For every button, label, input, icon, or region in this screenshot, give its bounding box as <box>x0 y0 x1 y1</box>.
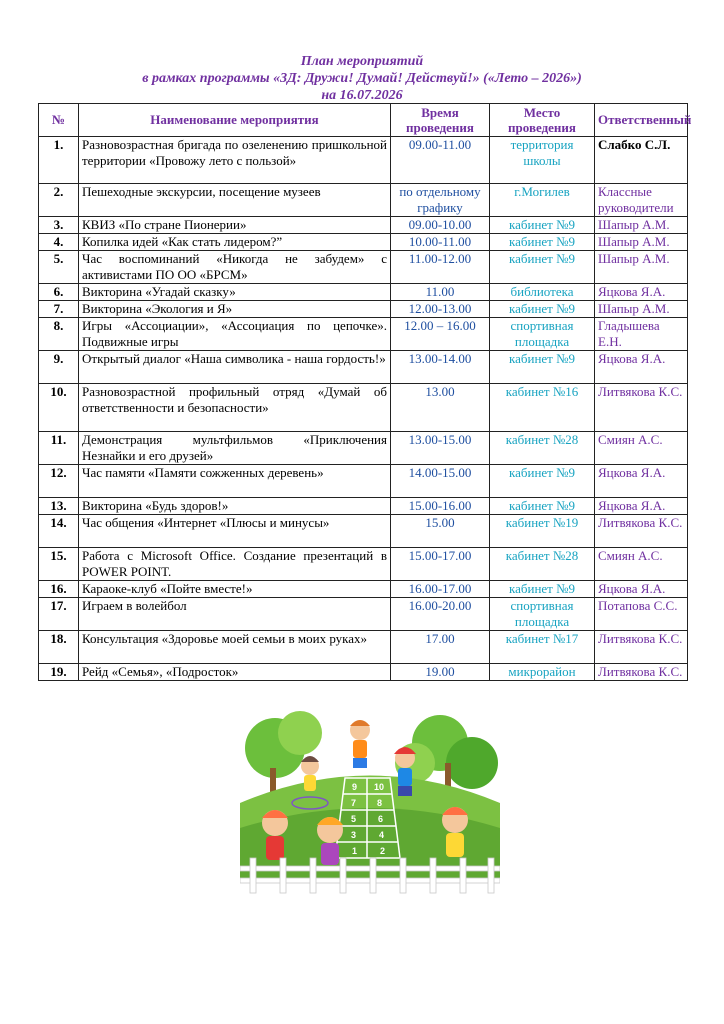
event-name: Консультация «Здоровье моей семьи в моих руках» <box>79 631 391 664</box>
row-number: 17. <box>39 598 79 631</box>
event-time: 13.00-14.00 <box>391 351 490 384</box>
event-time: по отдельному графику <box>391 184 490 217</box>
event-responsible: Смиян А.С. <box>595 432 688 465</box>
event-time: 09.00-10.00 <box>391 217 490 234</box>
event-place: кабинет №9 <box>490 234 595 251</box>
page-title <box>0 53 724 104</box>
event-time: 11.00 <box>391 284 490 301</box>
title-line-2: в рамках программы «3Д: Дружи! Думай! Действуй!» («Лето – 2026») <box>142 71 582 86</box>
hopscotch-number: 5 <box>351 814 357 824</box>
event-place: библиотека <box>490 284 595 301</box>
row-number: 19. <box>39 664 79 681</box>
event-name: Разновозрастная бригада по озеленению пришкольной территории «Провожу лето с пользой» <box>79 137 391 184</box>
event-name: Викторина «Угадай сказку» <box>79 284 391 301</box>
title-line-1: План мероприятий <box>300 54 424 69</box>
event-name: Игры «Ассоциации», «Ассоциация по цепочке». Подвижные игры <box>79 318 391 351</box>
event-responsible: Яцкова Я.А. <box>595 284 688 301</box>
table-row <box>39 301 688 318</box>
event-time: 13.00 <box>391 384 490 432</box>
table-row <box>39 598 688 631</box>
event-responsible: Смиян А.С. <box>595 548 688 581</box>
row-number: 11. <box>39 432 79 465</box>
event-name: Викторина «Экология и Я» <box>79 301 391 318</box>
event-responsible: Шапыр А.М. <box>595 234 688 251</box>
row-number: 6. <box>39 284 79 301</box>
event-place: кабинет №28 <box>490 548 595 581</box>
events-table <box>38 103 692 681</box>
event-time: 15.00 <box>391 515 490 548</box>
event-responsible: Литвякова К.С. <box>595 384 688 432</box>
row-number: 3. <box>39 217 79 234</box>
event-time: 15.00-17.00 <box>391 548 490 581</box>
event-responsible: Литвякова К.С. <box>595 664 688 681</box>
table-header-row <box>39 104 688 137</box>
column-header-event-name: Наименование мероприятия <box>79 104 391 137</box>
table-row <box>39 251 688 284</box>
event-responsible: Яцкова Я.А. <box>595 351 688 384</box>
table-row <box>39 548 688 581</box>
event-time: 16.00-17.00 <box>391 581 490 598</box>
table-row <box>39 137 688 184</box>
event-time: 11.00-12.00 <box>391 251 490 284</box>
event-name: Пешеходные экскурсии, посещение музеев <box>79 184 391 217</box>
event-place: территория школы <box>490 137 595 184</box>
table-row <box>39 498 688 515</box>
event-name: Разновозрастной профильный отряд «Думай об ответственности и безопасности» <box>79 384 391 432</box>
row-number: 14. <box>39 515 79 548</box>
event-place: кабинет №28 <box>490 432 595 465</box>
event-time: 17.00 <box>391 631 490 664</box>
table-row <box>39 384 688 432</box>
event-name: Демонстрация мультфильмов «Приключения Незнайки и его друзей» <box>79 432 391 465</box>
event-place: кабинет №17 <box>490 631 595 664</box>
event-responsible: Шапыр А.М. <box>595 251 688 284</box>
child-figure <box>350 720 370 768</box>
event-place: спортивная площадка <box>490 598 595 631</box>
event-name: КВИЗ «По стране Пионерии» <box>79 217 391 234</box>
row-number: 16. <box>39 581 79 598</box>
hopscotch-number: 7 <box>351 798 357 808</box>
children-playing-illustration <box>240 708 500 898</box>
event-responsible: Яцкова Я.А. <box>595 498 688 515</box>
event-responsible: Яцкова Я.А. <box>595 581 688 598</box>
table-row <box>39 432 688 465</box>
row-number: 15. <box>39 548 79 581</box>
hopscotch-number: 9 <box>352 782 358 792</box>
column-header-responsible: Ответственный <box>595 104 688 137</box>
table-row <box>39 515 688 548</box>
event-time: 15.00-16.00 <box>391 498 490 515</box>
event-place: г.Могилев <box>490 184 595 217</box>
event-name: Открытый диалог «Наша символика - наша гордость!» <box>79 351 391 384</box>
hopscotch-number: 1 <box>352 846 358 856</box>
hopscotch-number: 6 <box>378 814 384 824</box>
table-row <box>39 217 688 234</box>
table-row <box>39 465 688 498</box>
row-number: 1. <box>39 137 79 184</box>
table-row <box>39 351 688 384</box>
event-responsible: Яцкова Я.А. <box>595 465 688 498</box>
event-responsible: Литвякова К.С. <box>595 515 688 548</box>
hopscotch-number: 2 <box>380 846 386 856</box>
event-responsible: Шапыр А.М. <box>595 301 688 318</box>
title-line-3: на 16.07.2026 <box>321 88 403 103</box>
event-place: кабинет №9 <box>490 465 595 498</box>
table-row <box>39 664 688 681</box>
event-place: кабинет №9 <box>490 251 595 284</box>
event-name: Час памяти «Памяти сожженных деревень» <box>79 465 391 498</box>
column-header-number: № <box>39 104 79 137</box>
row-number: 2. <box>39 184 79 217</box>
table-row <box>39 284 688 301</box>
table-row <box>39 234 688 251</box>
event-name: Караоке-клуб «Пойте вместе!» <box>79 581 391 598</box>
event-responsible: Гладышева Е.Н. <box>595 318 688 351</box>
event-place: кабинет №9 <box>490 217 595 234</box>
event-place: микрорайон <box>490 664 595 681</box>
table-row <box>39 631 688 664</box>
event-place: кабинет №9 <box>490 498 595 515</box>
event-place: кабинет №9 <box>490 351 595 384</box>
event-name: Час общения «Интернет «Плюсы и минусы» <box>79 515 391 548</box>
row-number: 12. <box>39 465 79 498</box>
event-time: 16.00-20.00 <box>391 598 490 631</box>
column-header-time: Время проведения <box>391 104 490 137</box>
event-responsible: Шапыр А.М. <box>595 217 688 234</box>
row-number: 10. <box>39 384 79 432</box>
hopscotch-number: 8 <box>377 798 383 808</box>
event-name: Викторина «Будь здоров!» <box>79 498 391 515</box>
event-responsible: Литвякова К.С. <box>595 631 688 664</box>
event-name: Копилка идей «Как стать лидером?” <box>79 234 391 251</box>
row-number: 7. <box>39 301 79 318</box>
row-number: 5. <box>39 251 79 284</box>
event-responsible: Потапова С.С. <box>595 598 688 631</box>
event-place: кабинет №16 <box>490 384 595 432</box>
event-name: Работа с Microsoft Office. Создание презентаций в POWER POINT. <box>79 548 391 581</box>
row-number: 18. <box>39 631 79 664</box>
event-time: 13.00-15.00 <box>391 432 490 465</box>
hopscotch-number: 10 <box>374 782 385 792</box>
event-time: 09.00-11.00 <box>391 137 490 184</box>
event-time: 12.00 – 16.00 <box>391 318 490 351</box>
event-time: 19.00 <box>391 664 490 681</box>
event-name: Играем в волейбол <box>79 598 391 631</box>
table-row <box>39 184 688 217</box>
row-number: 9. <box>39 351 79 384</box>
table-row <box>39 318 688 351</box>
event-place: кабинет №9 <box>490 301 595 318</box>
row-number: 4. <box>39 234 79 251</box>
event-responsible: Слабко С.Л. <box>595 137 688 184</box>
event-time: 14.00-15.00 <box>391 465 490 498</box>
event-time: 12.00-13.00 <box>391 301 490 318</box>
column-header-place: Место проведения <box>490 104 595 137</box>
event-responsible: Классные руководители <box>595 184 688 217</box>
hopscotch-number: 4 <box>379 830 385 840</box>
event-place: кабинет №19 <box>490 515 595 548</box>
event-place: спортивная площадка <box>490 318 595 351</box>
event-name: Рейд «Семья», «Подросток» <box>79 664 391 681</box>
row-number: 13. <box>39 498 79 515</box>
event-place: кабинет №9 <box>490 581 595 598</box>
event-time: 10.00-11.00 <box>391 234 490 251</box>
table-row <box>39 581 688 598</box>
hopscotch-number: 3 <box>351 830 357 840</box>
row-number: 8. <box>39 318 79 351</box>
event-name: Час воспоминаний «Никогда не забудем» с активистами ПО ОО «БРСМ» <box>79 251 391 284</box>
